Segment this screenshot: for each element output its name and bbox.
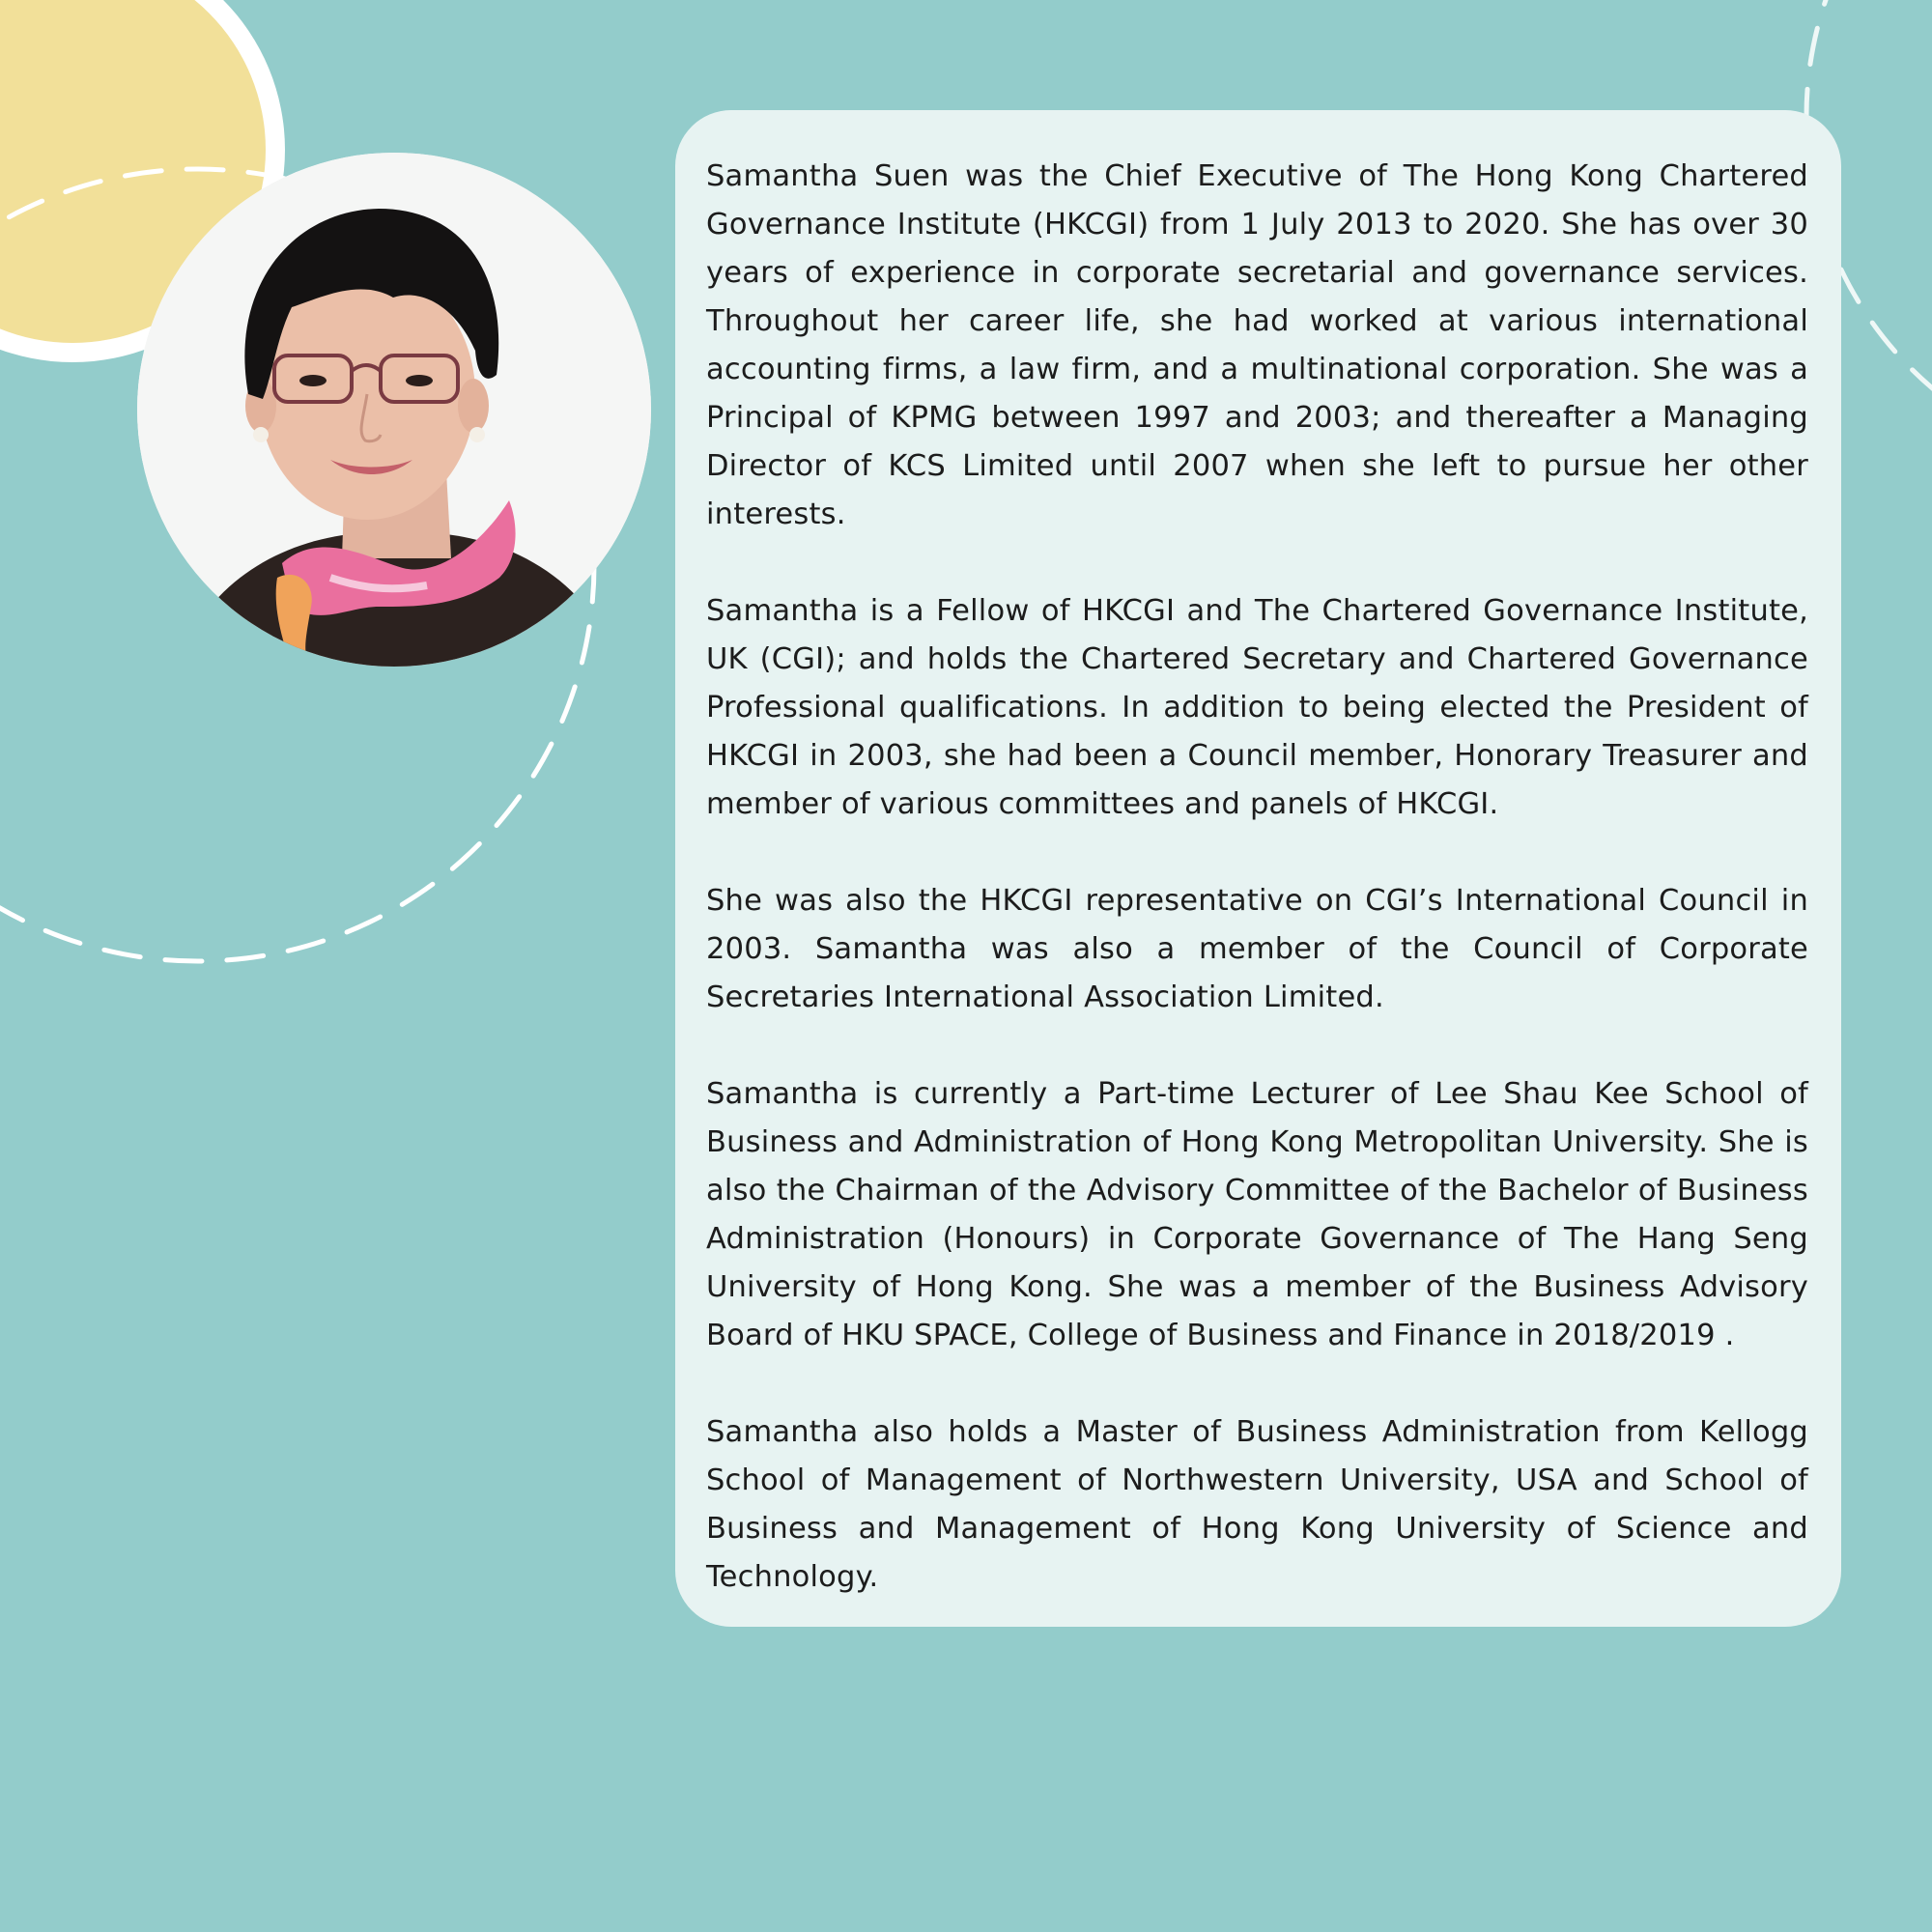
right-eye xyxy=(406,375,433,386)
biography-card xyxy=(675,110,1841,1627)
bio-paragraph-career: Samantha Suen was the Chief Executive of The Hong Kong Chartered Governance Institute (HKCGI) from 1 July 2013 to 2020. She has over 30 years of experience in corporate secretarial and governance services. Throughout her career life, she had worked at various international accounting firms, a law firm, and a multinational corporation. She was a Principal of KPMG between 1997 and 2003; and thereafter a Managing Director of KCS Limited until 2007 when she left to pursue her other interests. xyxy=(706,159,1808,531)
bio-paragraph-fellowship: Samantha is a Fellow of HKCGI and The Chartered Governance Institute, UK (CGI); and holds the Chartered Secretary and Chartered Governance Professional qualifications. In addition to being elected the President of HKCGI in 2003, she had been a Council member, Honorary Treasurer and member of various committees and panels of HKCGI. xyxy=(706,594,1808,821)
left-eye xyxy=(299,375,327,386)
right-ear xyxy=(458,379,489,433)
bio-paragraph-international: She was also the HKCGI representative on CGI’s International Council in 2003. Samantha was also a member of the Council of Corporate Secretaries International Association Limited. xyxy=(706,884,1808,1014)
biography-text xyxy=(706,153,1808,1602)
portrait-illustration xyxy=(137,153,651,667)
bio-paragraph-current-roles: Samantha is currently a Part-time Lecturer of Lee Shau Kee School of Business and Administration of Hong Kong Metropolitan University. She is also the Chairman of the Advisory Committee of the Bachelor of Business Administration (Honours) in Corporate Governance of The Hang Seng University of Hong Kong. She was a member of the Business Advisory Board of HKU SPACE, College of Business and Finance in 2018/2019 . xyxy=(706,1077,1808,1352)
portrait-photo xyxy=(137,153,651,667)
left-earring xyxy=(253,427,269,442)
bio-paragraph-education: Samantha also holds a Master of Business Administration from Kellogg School of Management of Northwestern University, USA and School of Business and Management of Hong Kong University of Science and Technology. xyxy=(706,1415,1808,1594)
right-earring xyxy=(469,427,485,442)
